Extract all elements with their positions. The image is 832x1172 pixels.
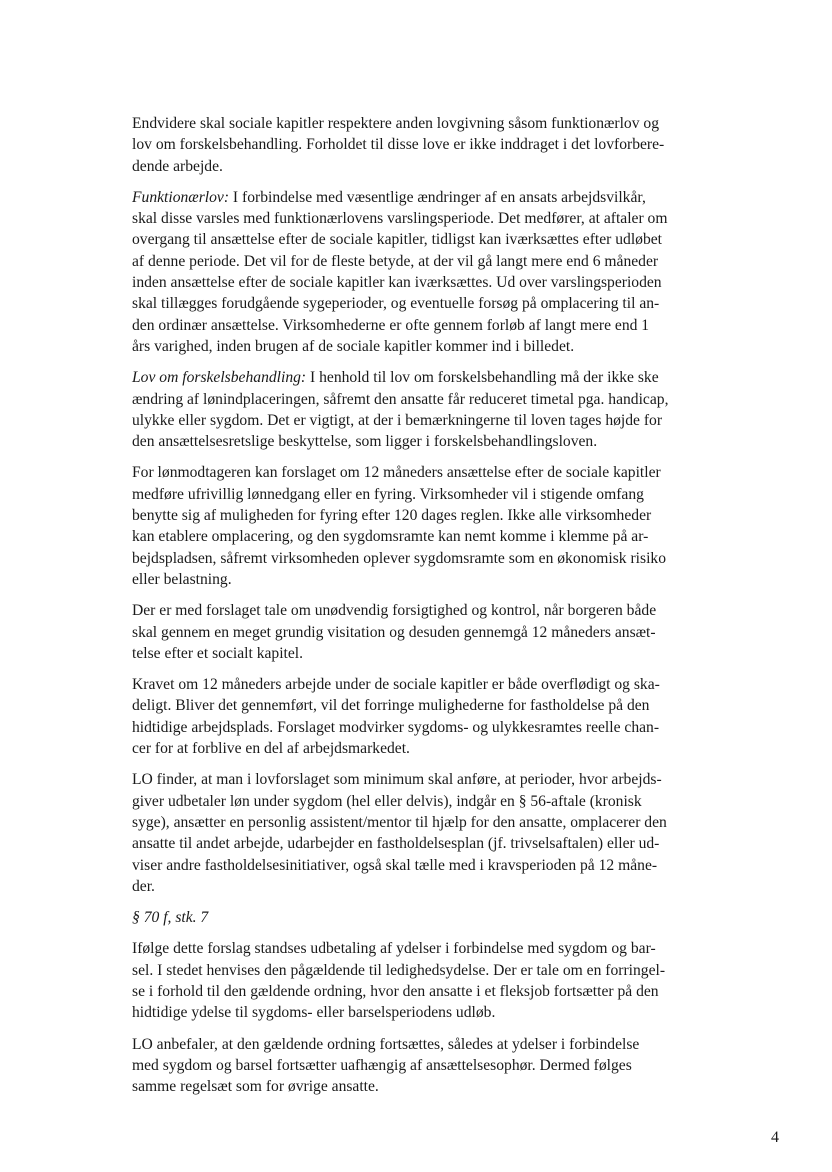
body-text — [132, 113, 712, 1107]
paragraph-lo-finder — [132, 769, 712, 897]
paragraph-forsigtighed — [132, 600, 712, 664]
paragraph-lead: Funktionærlov: — [132, 188, 230, 206]
paragraph-text: For lønmodtageren kan forslaget om 12 måneders ansættelse efter de sociale kapitler medføre ufrivillig lønnedgang eller en fyring. Virksomheder vil i stigende omfang benytte sig af muligheden for fyring efter 120 dages reglen. Ikke alle virksomheder kan etablere omplacering, og den sygdomsramte kan nemt komme i klemme på ar- bejdspladsen, såfremt virksomheden oplever sygdomsramte som en økonomisk risiko eller belastning. — [132, 464, 666, 588]
paragraph-text: Kravet om 12 måneders arbejde under de sociale kapitler er både overflødigt og ska- deligt. Bliver det gennemført, vil det forringe mulighederne for fastholdelse på den hidtidige arbejdsplads. Forslaget modvirker sygdoms- og ulykkesramtes reelle chan- cer for at forblive en del af arbejdsmarkedet. — [132, 676, 660, 758]
paragraph-lo-anbefaler — [132, 1034, 712, 1098]
paragraph-funktionaerlov — [132, 187, 712, 357]
paragraph-text: Der er med forslaget tale om unødvendig forsigtighed og kontrol, når borgeren både skal gennem en meget grundig visitation og desuden gennemgå 12 måneders ansæt- telse efter et socialt kapitel. — [132, 602, 657, 662]
paragraph-loenmodtageren — [132, 462, 712, 590]
paragraph-intro — [132, 113, 712, 177]
page-number: 4 — [771, 1129, 779, 1146]
section-heading: § 70 f, stk. 7 — [132, 909, 209, 927]
paragraph-text: Ifølge dette forslag standses udbetaling af ydelser i forbindelse med sygdom og bar- sel. I stedet henvises den pågældende til ledighedsydelse. Der er tale om en forringel- se i forhold til den gældende ordning, hvor den ansatte i et fleksjob fortsætter på den hidtidige ydelse til sygdoms- eller barselsperiodens udløb. — [132, 940, 666, 1022]
paragraph-ifoelge — [132, 938, 712, 1023]
paragraph-text: I forbindelse med væsentlige ændringer af en ansats arbejdsvilkår, skal disse varsles med funktionærlovens varslingsperiode. Det medfører, at aftaler om overgang til ansættelse efter de sociale kapitler, tidligst kan iværksættes efter udløbet af denne periode. Det vil for de fleste betyde, at der vil gå langt mere end 6 måneder inden ansættelse efter de sociale kapitler kan iværksættes. Ud over varslingsperioden skal tillægges forudgående sygeperioder, og eventuelle forsøg på omplacering til an- den ordinær ansættelse. Virksomhederne er ofte gennem forløb af langt mere end 1 års varighed, inden brugen af de sociale kapitler kommer ind i billedet. — [132, 188, 668, 355]
paragraph-text: I henhold til lov om forskelsbehandling må der ikke ske ændring af lønindplaceringen, såfremt den ansatte får reduceret timetal pga. handicap, ulykke eller sygdom. Det er vigtigt, at der i bemærkningerne til loven tages højde for den ansættelsesretslige beskyttelse, som ligger i forskelsbehandlingsloven. — [132, 369, 669, 451]
paragraph-text: LO anbefaler, at den gældende ordning fortsættes, således at ydelser i forbindelse med sygdom og barsel fortsætter uafhængig af ansættelsesophør. Dermed følges samme regelsæt som for øvrige ansatte. — [132, 1035, 640, 1096]
paragraph-kravet — [132, 674, 712, 759]
paragraph-forskelsbehandling — [132, 367, 712, 452]
paragraph-lead: Lov om forskelsbehandling: — [132, 369, 307, 387]
paragraph-text: Endvidere skal sociale kapitler respektere anden lovgivning såsom funktionærlov og lov om forskelsbehandling. Forholdet til disse love er ikke inddraget i det lovforbere- dende arbejde. — [132, 115, 665, 175]
paragraph-text: LO finder, at man i lovforslaget som minimum skal anføre, at perioder, hvor arbejds- giver udbetaler løn under sygdom (hel eller delvis), indgår en § 56-aftale (kronisk syge), ansætter en personlig assistent/mentor til hjælp for den ansatte, omplacerer den ansatte til andet arbejde, udarbejder en fastholdelsesplan (jf. trivselsaftalen) eller ud- viser andre fastholdelsesinitiativer, også skal tælle med i kravsperioden på 12 måne- der. — [132, 771, 667, 895]
